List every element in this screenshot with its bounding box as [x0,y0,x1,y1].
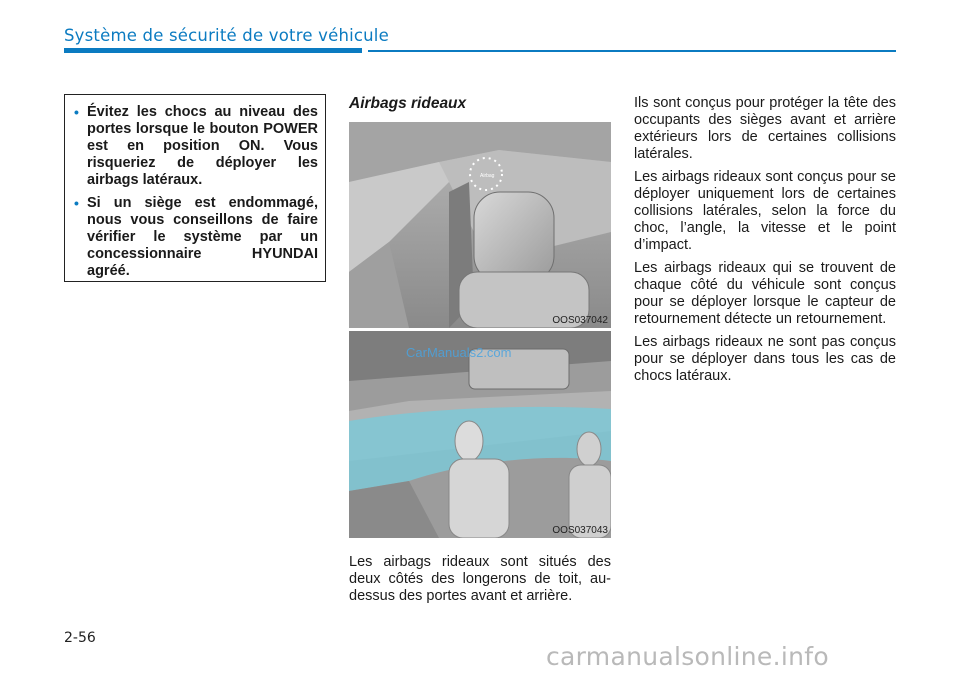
section-title: Airbags rideaux [349,95,467,112]
interior-illustration [349,122,611,328]
figure-curtain-airbag-location [349,122,611,328]
deployed-airbag-illustration [349,331,611,538]
figure-code: OOS037043 [552,525,608,536]
body-paragraph: Les airbags rideaux qui se trouvent de chaque côté du véhicule sont conçus pour se déployer lorsque le capteur de retournement détecte un retournement. [634,260,896,327]
header-rule-thin [368,50,896,52]
page-number: 2-56 [64,630,96,646]
svg-text:Airbag: Airbag [480,173,495,179]
body-paragraph: Les airbags rideaux sont conçus pour se déployer uniquement lors de certaines collisions latérales, selon la force du choc, l’angle, la vitesse et le point d’impact. [634,169,896,253]
warning-item [74,104,318,189]
body-paragraph: Ils sont conçus pour protéger la tête des occupants des sièges avant et arrière extérieurs lors de certaines collisions latérales. [634,95,896,162]
figure-curtain-airbag-deployed [349,331,611,538]
bullet-icon: • [74,104,79,120]
header-rule-thick [64,48,362,53]
footer-watermark: carmanualsonline.info [546,642,829,671]
watermark-text: CarManuals2.com [406,345,512,360]
warning-text: Évitez les chocs au niveau des portes lorsque le bouton POWER est en position ON. Vous risqueriez de déployer les airbags latéraux. [87,104,318,188]
warning-box [64,94,326,282]
warning-text: Si un siège est endommagé, nous vous conseillons de faire vérifier le système par un concessionnaire HYUNDAI agréé. [87,195,318,279]
warning-item [74,195,318,280]
right-column [634,95,896,391]
page-header-title: Système de sécurité de votre véhicule [64,26,389,45]
body-text-location: Les airbags rideaux sont situés des deux côtés des longerons de toit, au-dessus des portes avant et arrière. [349,554,611,604]
bullet-icon: • [74,195,79,211]
body-paragraph: Les airbags rideaux ne sont pas conçus pour se déployer dans tous les cas de chocs latéraux. [634,334,896,384]
figure-code: OOS037042 [552,315,608,326]
